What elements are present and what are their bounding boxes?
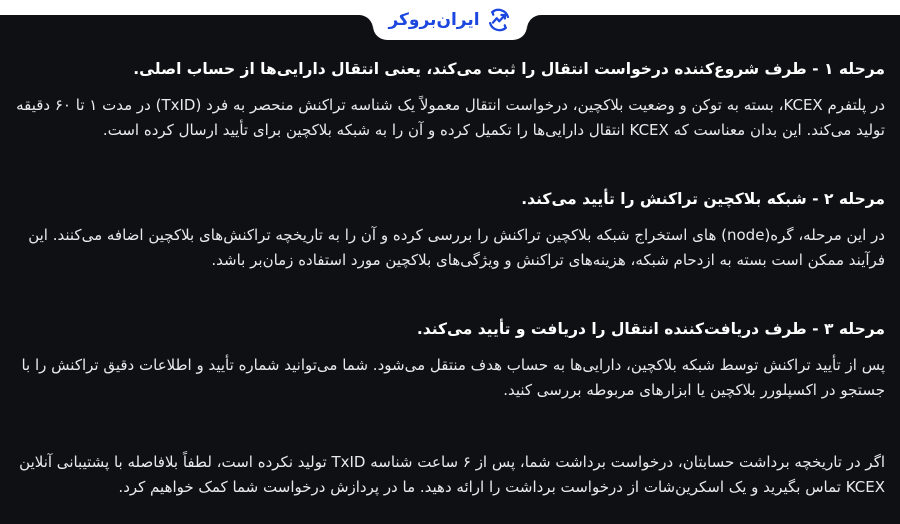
tab-left-curve [359, 15, 373, 29]
article-content [0, 15, 900, 524]
step-1-heading: مرحله ۱ - طرف شروع‌کننده درخواست انتقال را ثبت می‌کند، یعنی انتقال دارایی‌ها از حساب اصلی. [133, 60, 885, 78]
tab-right-curve [527, 15, 541, 29]
step-2-paragraph: در این مرحله، گره(node) های استخراج شبکه بلاکچین تراکنش را بررسی کرده و آن را به تاریخچه تراکنش‌های بلاکچین اضافه می‌کنند. این فرآیند ممکن است بسته به ازدحام شبکه، هزینه‌های تراکنش و ویژگی‌های بلاکچین مورد استفاده زمان‌بر باشد. [28, 226, 885, 269]
sync-pulse-icon [486, 7, 512, 33]
step-2-heading: مرحله ۲ - شبکه بلاکچین تراکنش را تأیید می‌کند. [521, 190, 885, 208]
step-3-paragraph: پس از تأیید تراکنش توسط شبکه بلاکچین، دارایی‌ها به حساب هدف منتقل می‌شود. شما می‌توانید شماره تأیید و اطلاعات دقیق تراکنش را با جستجو در اکسپلورر بلاکچین یا ابزارهای مربوطه بررسی کنید. [21, 356, 885, 399]
step-3-heading: مرحله ۳ - طرف دریافت‌کننده انتقال را دریافت و تأیید می‌کند. [416, 320, 885, 338]
iranbroker-logo-tab[interactable] [373, 0, 527, 40]
support-note-paragraph: اگر در تاریخچه برداشت حسابتان، درخواست برداشت شما، پس از ۶ ساعت شناسه TxID تولید نکرده است، لطفاً بلافاصله با پشتیبانی آنلاین KCEX تماس بگیرید و یک اسکرین‌شات از درخواست برداشت را ارائه دهید. ما در پردازش درخواست شما کمک خواهیم کرد. [19, 453, 885, 496]
step-1-paragraph: در پلتفرم KCEX، بسته به توکن و وضعیت بلاکچین، درخواست انتقال معمولاً یک شناسه تراکنش منحصر به فرد (TxID) در مدت ۱ تا ۶۰ دقیقه تولید می‌کند. این بدان معناست که KCEX انتقال دارایی‌ها را تکمیل کرده و آن را به شبکه بلاکچین برای تأیید ارسال کرده است. [16, 96, 885, 139]
logo-wordmark: ایران‌بروکر [388, 9, 480, 30]
